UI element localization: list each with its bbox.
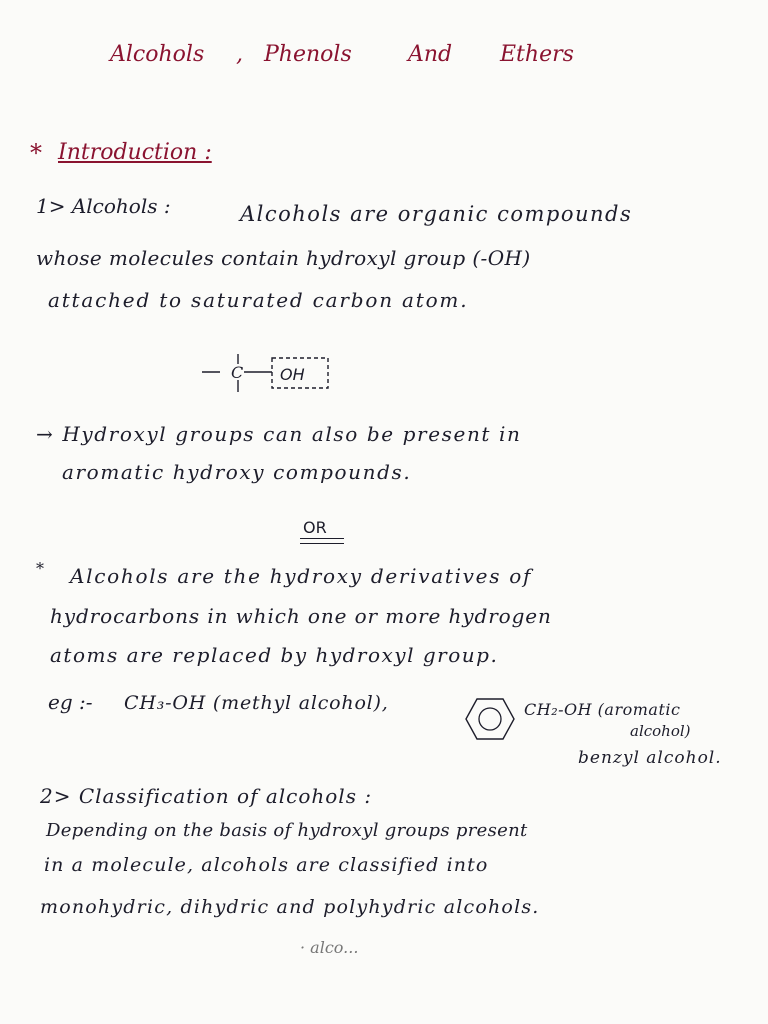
title-alcohols: Alcohols bbox=[110, 42, 205, 67]
section2-line2: in a molecule, alcohols are classified into bbox=[44, 854, 489, 876]
example-alcohol-word: alcohol) bbox=[630, 722, 691, 740]
title-ethers: Ethers bbox=[500, 42, 574, 67]
definition-line1: Alcohols are the hydroxy derivatives of bbox=[70, 564, 533, 588]
section2-line3: monohydric, dihydric and polyhydric alcohols. bbox=[40, 896, 540, 918]
structure-oh-label: OH bbox=[280, 365, 305, 384]
example-methyl-alcohol: CH₃-OH (methyl alcohol), bbox=[124, 692, 389, 714]
definition-bullet: * bbox=[36, 559, 44, 578]
footer-mark: · alco... bbox=[300, 938, 359, 957]
section2-heading: 2> Classification of alcohols : bbox=[40, 784, 373, 808]
intro-heading: Introduction : bbox=[58, 140, 212, 165]
section2-line1: Depending on the basis of hydroxyl groups present bbox=[46, 820, 528, 841]
title-separator: , bbox=[236, 42, 243, 67]
definition-line3: atoms are replaced by hydroxyl group. bbox=[50, 643, 499, 667]
or-underline bbox=[300, 538, 344, 539]
svg-text:C: C bbox=[231, 363, 244, 382]
section1-line1: Alcohols are organic compounds bbox=[240, 202, 633, 226]
intro-star-icon: * bbox=[30, 139, 42, 167]
section1-note-line2: aromatic hydroxy compounds. bbox=[62, 460, 412, 484]
section1-line2: whose molecules contain hydroxyl group (-OH) bbox=[36, 246, 531, 270]
example-aromatic-alcohol: CH₂-OH (aromatic bbox=[524, 700, 681, 719]
title-phenols: Phenols bbox=[264, 42, 352, 67]
benzene-ring-icon bbox=[464, 696, 516, 742]
section1-note-line1: → Hydroxyl groups can also be present in bbox=[36, 422, 522, 446]
alcohol-structure-diagram bbox=[198, 350, 348, 400]
example-benzyl-alcohol: benzyl alcohol. bbox=[578, 748, 722, 768]
or-underline-2 bbox=[300, 543, 344, 544]
title-and: And bbox=[408, 42, 453, 67]
definition-line2: hydrocarbons in which one or more hydrogen bbox=[50, 604, 552, 628]
example-label: eg :- bbox=[48, 690, 93, 714]
or-label: OR bbox=[303, 518, 327, 537]
section1-line3: attached to saturated carbon atom. bbox=[48, 288, 469, 312]
section1-heading: 1> Alcohols : bbox=[36, 194, 171, 218]
